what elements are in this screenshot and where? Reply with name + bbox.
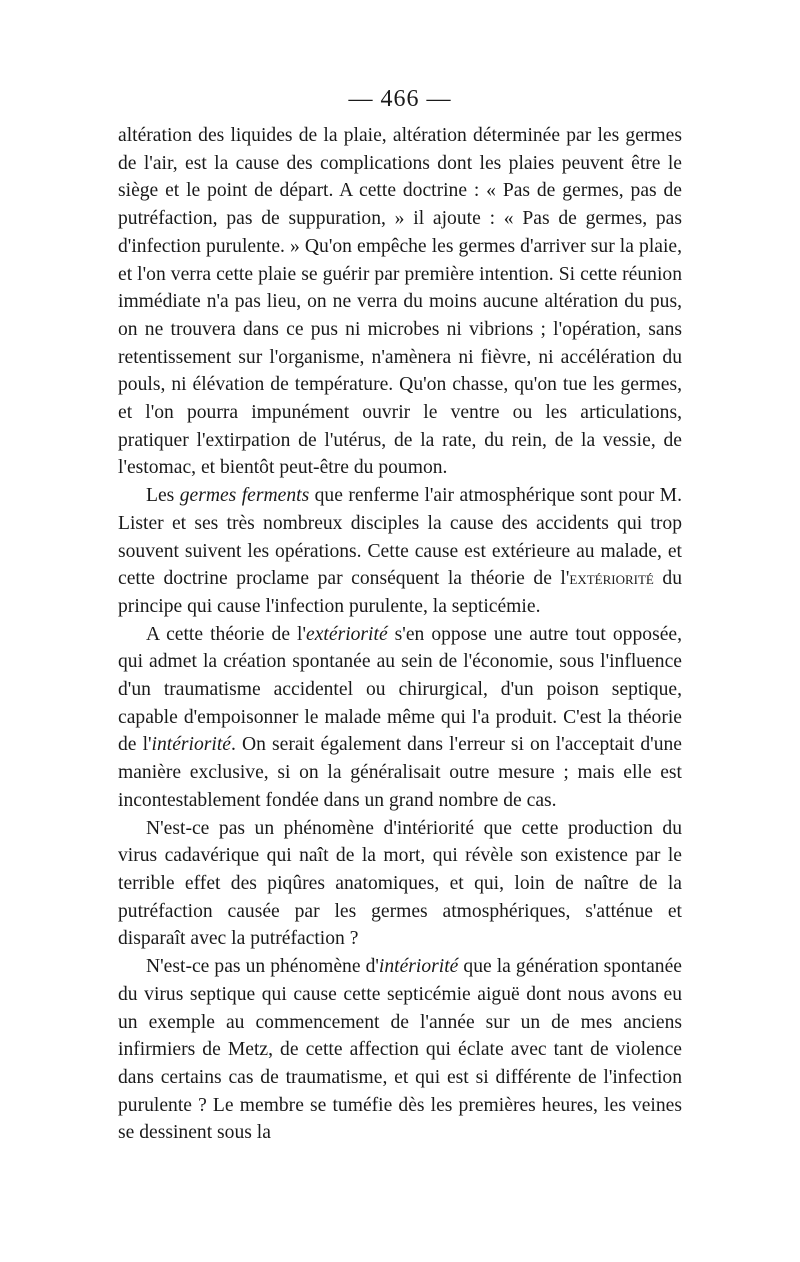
italic-interiorite-2: intériorité: [378, 956, 459, 978]
italic-interiorite: intériorité: [151, 734, 232, 756]
italic-germes-ferments: germes ferments: [179, 485, 310, 507]
paragraph-3-text-b: s'en oppose une autre tout opposée, qui admet la création spontanée au sein de l'économie, sous l'influence d'un traumatisme accidentel ou chirurgical, d'un poison septique, capable d'empoisonner le malade même qui l'a produit. C'est la théorie de l': [118, 623, 682, 756]
paragraph-5: [118, 953, 682, 1147]
paragraph-2-text-c: du principe qui cause l'infection purulente, la septicémie.: [118, 568, 682, 617]
paragraph-3-text-c: . On serait également dans l'erreur si on l'acceptait d'une manière exclusive, si on la généralisait outre mesure ; mais elle est incontestablement fondée dans un grand nombre de cas.: [118, 734, 682, 811]
smallcaps-exteriorite: extériorité: [569, 568, 654, 589]
paragraph-5-text-b: que la génération spontanée du virus septique qui cause cette septicémie aiguë dont nous avons eu un exemple au commencement de l'année sur un de mes anciens infirmiers de Metz, de cette affection qui éclate avec tant de violence dans certains cas de traumatisme, et qui est si différente de l'infection purulente ? Le membre se tuméfie dès les premières heures, les veines se dessinent sous la: [118, 956, 682, 1144]
paragraph-1-text: altération des liquides de la plaie, altération déterminée par les germes de l'air, est la cause des complications dont les plaies peuvent être le siège et le point de départ. A cette doctrine : « Pas de germes, pas de putréfaction, pas de suppuration, » il ajoute : « Pas de germes, pas d'infection purulente. » Qu'on empêche les germes d'arriver sur la plaie, et l'on verra cette plaie se guérir par première intention. Si cette réunion immédiate n'a pas lieu, on ne verra du moins aucune altération du pus, on ne trouvera dans ce pus ni microbes ni vibrions ; l'opération, sans retentissement sur l'organisme, n'amènera ni fièvre, ni accélération du pouls, ni élévation de température. Qu'on chasse, qu'on tue les germes, et l'on pourra impunément ouvrir le ventre ou les articulations, pratiquer l'extirpation de l'utérus, de la rate, du rein, de la vessie, de l'estomac, et bientôt peut-être du poumon.: [118, 125, 682, 479]
paragraph-3: [118, 621, 682, 815]
paragraph-4-text: N'est-ce pas un phénomène d'intériorité que cette production du virus cadavérique qui naît de la mort, qui révèle son existence par le terrible effet des piqûres anatomiques, et qui, loin de naître de la putréfaction causée par les germes atmosphériques, s'atténue et disparaît avec la putréfaction ?: [118, 817, 682, 950]
paragraph-4: [118, 815, 682, 954]
paragraph-2-text-b: que renferme l'air atmosphérique sont pour M. Lister et ses très nombreux disciples la cause des accidents qui trop souvent suivent les opérations. Cette cause est extérieure au malade, et cette doctrine proclame par conséquent la théorie de l': [118, 485, 682, 590]
paragraph-5-text-a: N'est-ce pas un phénomène d': [146, 956, 379, 978]
body-text: [118, 122, 682, 1147]
paragraph-3-text-a: A cette théorie de l': [146, 623, 307, 645]
page-number: — 466 —: [348, 86, 452, 112]
paragraph-1: [118, 122, 682, 482]
paragraph-2-text-a: Les: [146, 485, 180, 507]
italic-exteriorite: extériorité: [306, 623, 388, 645]
paragraph-2: [118, 482, 682, 621]
